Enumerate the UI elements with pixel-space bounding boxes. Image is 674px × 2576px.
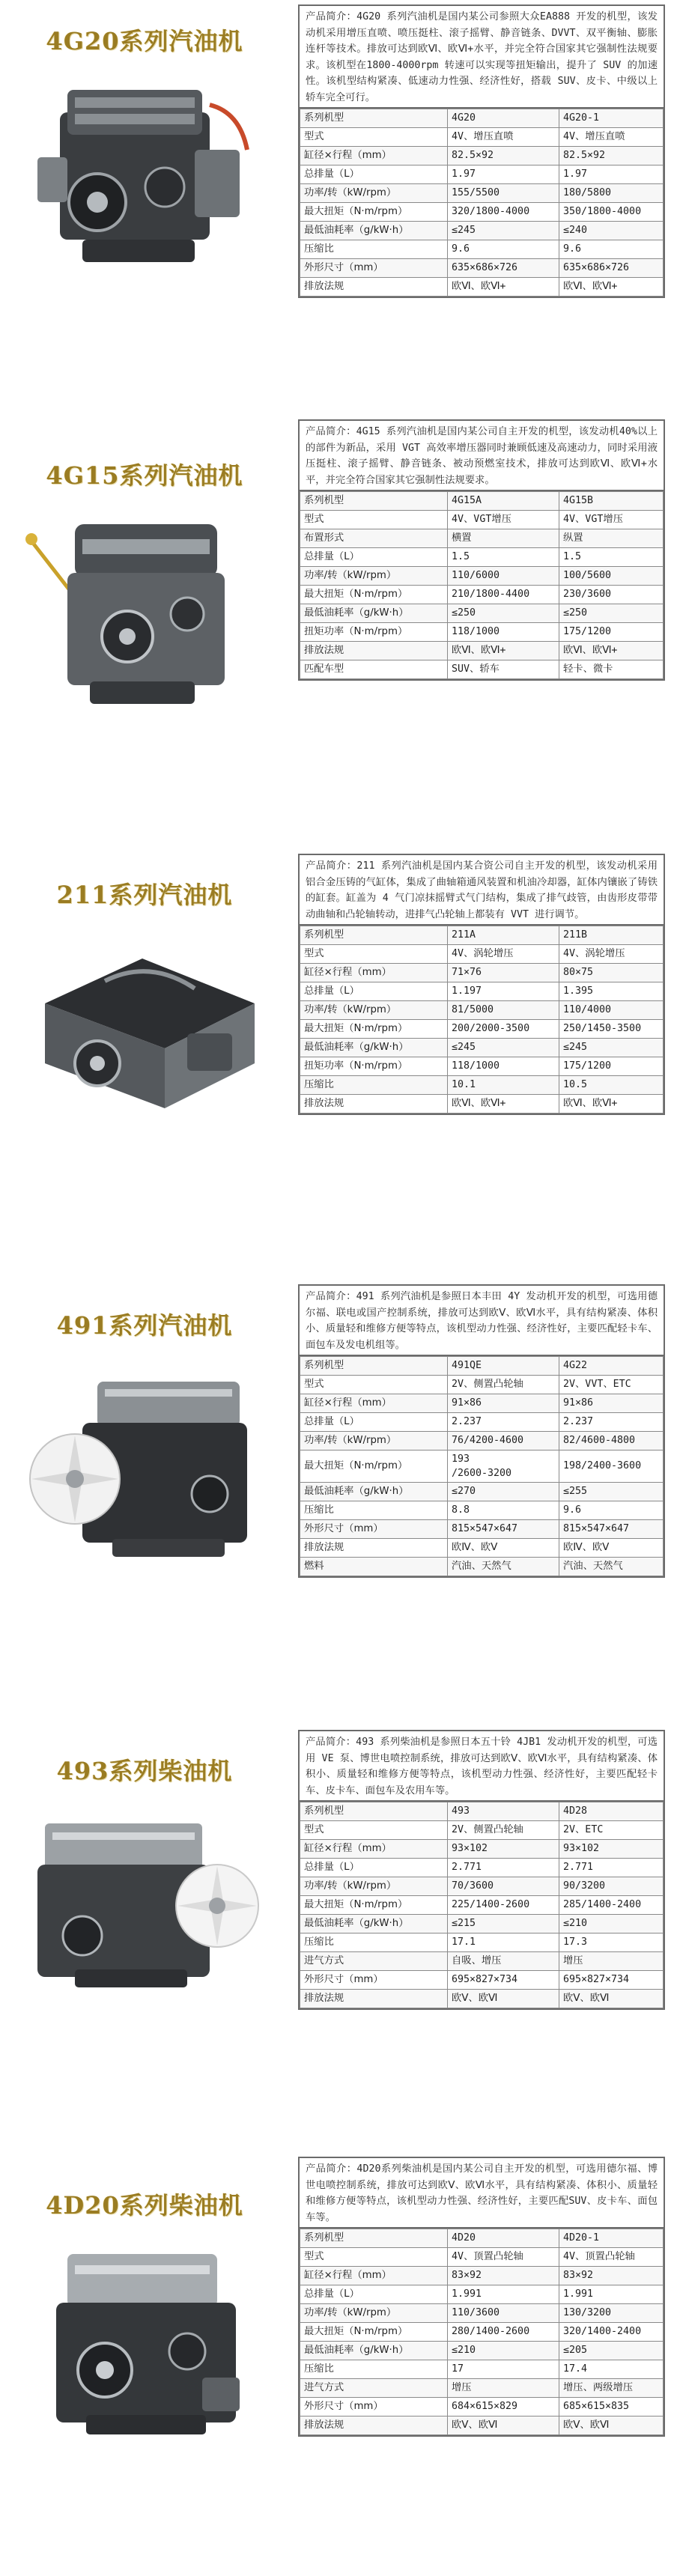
row-label: 型式 (300, 1821, 448, 1840)
cell: 1.5 (448, 548, 559, 567)
header-cell: 4G20 (448, 109, 559, 128)
spec-table (300, 491, 664, 679)
header-cell: 系列机型 (300, 1802, 448, 1821)
cell: 17 (448, 2360, 559, 2379)
row-label: 最低油耗率（g/kW·h） (300, 604, 448, 623)
row-label: 型式 (300, 128, 448, 147)
table-row (300, 1990, 664, 2008)
spec-card (298, 2157, 665, 2437)
row-label: 缸径×行程（mm） (300, 1394, 448, 1413)
header-cell: 211B (559, 926, 664, 945)
table-header-row (300, 1357, 664, 1376)
table-row (300, 1057, 664, 1076)
cell: 欧Ⅵ、欧Ⅵ+ (559, 278, 664, 297)
row-label: 型式 (300, 1376, 448, 1394)
cell: 9.6 (559, 240, 664, 259)
row-label: 排放法规 (300, 278, 448, 297)
cell: 130/3200 (559, 2304, 664, 2323)
row-label: 最大扭矩（N·m/rpm） (300, 2323, 448, 2342)
table-row (300, 1520, 664, 1539)
row-label: 缸径×行程（mm） (300, 2267, 448, 2285)
header-cell: 4D20 (448, 2229, 559, 2248)
table-row (300, 2267, 664, 2285)
cell: 82.5×92 (559, 147, 664, 165)
cell: 汽油、天然气 (559, 1558, 664, 1576)
cell: 175/1200 (559, 623, 664, 642)
cell: 285/1400-2400 (559, 1896, 664, 1915)
cell: 4V、增压直喷 (448, 128, 559, 147)
table-row (300, 982, 664, 1001)
spec-table (300, 2229, 664, 2435)
table-header-row (300, 926, 664, 945)
cell: 2V、侧置凸轮轴 (448, 1821, 559, 1840)
row-label: 缸径×行程（mm） (300, 964, 448, 982)
cell: 欧Ⅳ、欧Ⅴ (559, 1539, 664, 1558)
cell: ≤245 (448, 222, 559, 240)
row-label: 匹配车型 (300, 660, 448, 679)
table-row (300, 529, 664, 548)
engine-image (15, 60, 273, 285)
spec-card (298, 854, 665, 1115)
cell: 91×86 (559, 1394, 664, 1413)
header-cell: 4G20-1 (559, 109, 664, 128)
spec-card (298, 1730, 665, 2010)
cell: ≤250 (559, 604, 664, 623)
cell: 93×102 (559, 1840, 664, 1859)
cell: 欧Ⅵ、欧Ⅵ+ (559, 642, 664, 660)
cell: 82/4600-4800 (559, 1432, 664, 1450)
table-row (300, 1039, 664, 1057)
row-label: 扭矩功率（N·m/rpm） (300, 1057, 448, 1076)
table-row (300, 548, 664, 567)
cell: 71×76 (448, 964, 559, 982)
header-cell: 4G22 (559, 1357, 664, 1376)
cell: ≤240 (559, 222, 664, 240)
cell: 4V、VGT增压 (448, 511, 559, 529)
cell: 635×686×726 (448, 259, 559, 278)
table-row (300, 165, 664, 184)
table-row (300, 222, 664, 240)
table-row (300, 642, 664, 660)
cell: 4V、涡轮增压 (448, 945, 559, 964)
row-label: 总排量（L） (300, 982, 448, 1001)
row-label: 总排量（L） (300, 165, 448, 184)
row-label: 排放法规 (300, 642, 448, 660)
cell: 增压 (448, 2379, 559, 2398)
cell: 轻卡、微卡 (559, 660, 664, 679)
cell: 815×547×647 (559, 1520, 664, 1539)
cell: 193 /2600-3200 (448, 1450, 559, 1483)
row-label: 最大扭矩（N·m/rpm） (300, 1450, 448, 1483)
cell: 17.1 (448, 1933, 559, 1952)
cell: 118/1000 (448, 623, 559, 642)
row-label: 外形尺寸（mm） (300, 1971, 448, 1990)
cell: 2.771 (559, 1859, 664, 1877)
spec-card (298, 4, 665, 298)
table-row (300, 1840, 664, 1859)
engine-image (15, 1352, 273, 1569)
cell: 110/3600 (448, 2304, 559, 2323)
table-row (300, 1933, 664, 1952)
cell: 4V、VGT增压 (559, 511, 664, 529)
row-label: 压缩比 (300, 2360, 448, 2379)
table-row (300, 1501, 664, 1520)
header-cell: 4D20-1 (559, 2229, 664, 2248)
table-row (300, 203, 664, 222)
table-row (300, 1483, 664, 1501)
table-row (300, 1376, 664, 1394)
cell: 4V、顶置凸轮轴 (448, 2248, 559, 2267)
cell: 1.97 (448, 165, 559, 184)
cell: 欧Ⅴ、欧Ⅵ (559, 2416, 664, 2435)
table-row (300, 278, 664, 297)
table-header-row (300, 109, 664, 128)
cell: 91×86 (448, 1394, 559, 1413)
cell: 1.197 (448, 982, 559, 1001)
row-label: 功率/转（kW/rpm） (300, 567, 448, 586)
table-row (300, 1952, 664, 1971)
table-row (300, 945, 664, 964)
header-cell: 491QE (448, 1357, 559, 1376)
cell: 198/2400-3600 (559, 1450, 664, 1483)
product-intro: 产品简介：493 系列柴油机是参照日本五十铃 4JB1 发动机开发的机型，可选用 VE 泵、博世电喷控制系统，排放可达到欧Ⅴ、欧Ⅵ水平，具有结构紧凑、体积小、质量轻和维修方便等特点，该机型动力性强、经济性好，主要匹配轻卡车、皮卡车、面包车及农用车等。 (300, 1731, 664, 1802)
header-cell: 4G15A (448, 492, 559, 511)
cell: 纵置 (559, 529, 664, 548)
cell: 欧Ⅴ、欧Ⅵ (448, 2416, 559, 2435)
cell: 10.1 (448, 1076, 559, 1095)
row-label: 缸径×行程（mm） (300, 1840, 448, 1859)
header-cell: 系列机型 (300, 2229, 448, 2248)
cell: 155/5500 (448, 184, 559, 203)
cell: 695×827×734 (559, 1971, 664, 1990)
cell: 2V、VVT、ETC (559, 1376, 664, 1394)
header-cell: 4D28 (559, 1802, 664, 1821)
cell: 83×92 (448, 2267, 559, 2285)
cell: 280/1400-2600 (448, 2323, 559, 2342)
cell: 欧Ⅴ、欧Ⅵ (559, 1990, 664, 2008)
cell: 9.6 (559, 1501, 664, 1520)
spec-table (300, 926, 664, 1114)
cell: 2.237 (559, 1413, 664, 1432)
spec-table (300, 109, 664, 297)
table-row (300, 1095, 664, 1114)
cell: 8.8 (448, 1501, 559, 1520)
table-row (300, 1971, 664, 1990)
engine-title: 493系列柴油机 (56, 1757, 233, 1785)
cell: 欧Ⅴ、欧Ⅵ (448, 1990, 559, 2008)
cell: 4V、涡轮增压 (559, 945, 664, 964)
table-header-row (300, 2229, 664, 2248)
cell: 180/5800 (559, 184, 664, 203)
product-intro: 产品简介：4D20系列柴油机是国内某公司自主开发的机型，可选用德尔福、博世电喷控制系统，排放可达到欧Ⅴ、欧Ⅵ水平，具有结构紧凑、体积小、质量轻和维修方便等特点，该机型动力性强、经济性好，主要匹配SUV、皮卡车、面包车等。 (300, 2158, 664, 2229)
cell: 1.395 (559, 982, 664, 1001)
row-label: 最大扭矩（N·m/rpm） (300, 1020, 448, 1039)
header-cell: 系列机型 (300, 492, 448, 511)
row-label: 压缩比 (300, 240, 448, 259)
table-row (300, 1859, 664, 1877)
product-intro: 产品简介：211 系列汽油机是国内某合资公司自主开发的机型，该发动机采用铝合金压铸的气缸体，集成了曲轴箱通风装置和机油冷却器，缸体内镶嵌了铸铁的缸套。缸盖为 4 气门凉抹摇臂式气门结构，集成了排气歧管，由齿形皮带带动曲轴和凸轮轴转动，进排气凸轮轴上都装有 VVT 进行调节。 (300, 855, 664, 926)
engine-title: 211系列汽油机 (56, 881, 233, 909)
row-label: 型式 (300, 945, 448, 964)
engine-title: 4G15系列汽油机 (46, 461, 243, 490)
cell: 685×615×835 (559, 2398, 664, 2416)
cell: 90/3200 (559, 1877, 664, 1896)
table-row (300, 240, 664, 259)
cell: 4V、顶置凸轮轴 (559, 2248, 664, 2267)
cell: 10.5 (559, 1076, 664, 1095)
cell: ≤245 (559, 1039, 664, 1057)
header-cell: 系列机型 (300, 926, 448, 945)
row-label: 排放法规 (300, 2416, 448, 2435)
table-row (300, 567, 664, 586)
row-label: 缸径×行程（mm） (300, 147, 448, 165)
header-cell: 4G15B (559, 492, 664, 511)
cell: ≤270 (448, 1483, 559, 1501)
cell: 2.237 (448, 1413, 559, 1432)
cell: 695×827×734 (448, 1971, 559, 1990)
table-row (300, 1558, 664, 1576)
table-header-row (300, 492, 664, 511)
cell: 2V、ETC (559, 1821, 664, 1840)
table-row (300, 259, 664, 278)
table-row (300, 1001, 664, 1020)
engine-title: 491系列汽油机 (56, 1311, 233, 1340)
cell: 350/1800-4000 (559, 203, 664, 222)
cell: 17.4 (559, 2360, 664, 2379)
row-label: 最低油耗率（g/kW·h） (300, 2342, 448, 2360)
row-label: 型式 (300, 511, 448, 529)
cell: 118/1000 (448, 1057, 559, 1076)
header-cell: 211A (448, 926, 559, 945)
row-label: 压缩比 (300, 1501, 448, 1520)
cell: 110/4000 (559, 1001, 664, 1020)
row-label: 最低油耗率（g/kW·h） (300, 1039, 448, 1057)
cell: 93×102 (448, 1840, 559, 1859)
spec-table (300, 1802, 664, 2008)
cell: 225/1400-2600 (448, 1896, 559, 1915)
cell: 增压 (559, 1952, 664, 1971)
table-row (300, 604, 664, 623)
row-label: 外形尺寸（mm） (300, 2398, 448, 2416)
cell: 100/5600 (559, 567, 664, 586)
table-row (300, 660, 664, 679)
cell: 1.5 (559, 548, 664, 567)
spec-card (298, 419, 665, 681)
row-label: 总排量（L） (300, 2285, 448, 2304)
table-row (300, 2248, 664, 2267)
header-cell: 系列机型 (300, 1357, 448, 1376)
table-row (300, 1896, 664, 1915)
table-row (300, 2323, 664, 2342)
cell: 81/5000 (448, 1001, 559, 1020)
row-label: 功率/转（kW/rpm） (300, 184, 448, 203)
engine-title: 4G20系列汽油机 (46, 27, 243, 55)
cell: SUV、轿车 (448, 660, 559, 679)
cell: 17.3 (559, 1933, 664, 1952)
row-label: 燃料 (300, 1558, 448, 1576)
cell: 欧Ⅵ、欧Ⅵ+ (559, 1095, 664, 1114)
cell: 自吸、增压 (448, 1952, 559, 1971)
row-label: 压缩比 (300, 1076, 448, 1095)
engine-image (15, 2228, 273, 2445)
table-row (300, 1432, 664, 1450)
row-label: 扭矩功率（N·m/rpm） (300, 623, 448, 642)
cell: 70/3600 (448, 1877, 559, 1896)
product-intro: 产品简介：4G15 系列汽油机是国内某公司自主开发的机型，该发动机40%以上的部件为新品，采用 VGT 高效率增压器同时兼顾低速及高速动力，同时采用液压挺柱、滚子摇臂、静音链条、被动预燃室技术，排放可达到欧Ⅵ、欧Ⅵ+水平，并完全符合国家其它强制性法规要求。 (300, 421, 664, 491)
engine-image (15, 494, 273, 719)
table-row (300, 2398, 664, 2416)
cell: 200/2000-3500 (448, 1020, 559, 1039)
engine-image (15, 1793, 273, 1996)
table-row (300, 184, 664, 203)
cell: 230/3600 (559, 586, 664, 604)
row-label: 外形尺寸（mm） (300, 259, 448, 278)
cell: 635×686×726 (559, 259, 664, 278)
table-row (300, 2360, 664, 2379)
row-label: 进气方式 (300, 1952, 448, 1971)
spec-card (298, 1284, 665, 1578)
cell: 1.991 (559, 2285, 664, 2304)
row-label: 进气方式 (300, 2379, 448, 2398)
cell: 110/6000 (448, 567, 559, 586)
table-row (300, 1413, 664, 1432)
table-row (300, 1020, 664, 1039)
table-row (300, 511, 664, 529)
cell: 增压、两级增压 (559, 2379, 664, 2398)
row-label: 排放法规 (300, 1990, 448, 2008)
product-intro: 产品简介：4G20 系列汽油机是国内某公司参照大众EA888 开发的机型，该发动机采用增压直喷、喷压挺柱、滚子摇臂、静音链条、DVVT、双平衡轴、膨胀连杆等技术。排放可达到欧Ⅵ、欧Ⅵ+水平，并完全符合国家其它强制性法规要求。该机型在1800-4000rpm 转速可以实现等扭矩输出，提升了 SUV 的加速性。该机型结构紧凑、低速动力性强、经济性好，搭载 SUV、皮卡、中级以上轿车完全可行。 (300, 6, 664, 109)
header-cell: 系列机型 (300, 109, 448, 128)
row-label: 总排量（L） (300, 1413, 448, 1432)
cell: 欧Ⅵ、欧Ⅵ+ (448, 1095, 559, 1114)
table-row (300, 1076, 664, 1095)
row-label: 最低油耗率（g/kW·h） (300, 1915, 448, 1933)
row-label: 排放法规 (300, 1095, 448, 1114)
cell: 9.6 (448, 240, 559, 259)
table-row (300, 1450, 664, 1483)
cell: 684×615×829 (448, 2398, 559, 2416)
cell: 1.97 (559, 165, 664, 184)
row-label: 压缩比 (300, 1933, 448, 1952)
cell: 82.5×92 (448, 147, 559, 165)
cell: 欧Ⅵ、欧Ⅵ+ (448, 642, 559, 660)
row-label: 功率/转（kW/rpm） (300, 1432, 448, 1450)
row-label: 功率/转（kW/rpm） (300, 1001, 448, 1020)
row-label: 最大扭矩（N·m/rpm） (300, 1896, 448, 1915)
engine-image (15, 921, 273, 1131)
cell: 1.991 (448, 2285, 559, 2304)
table-row (300, 2285, 664, 2304)
row-label: 功率/转（kW/rpm） (300, 1877, 448, 1896)
spec-table (300, 1356, 664, 1576)
row-label: 功率/转（kW/rpm） (300, 2304, 448, 2323)
row-label: 外形尺寸（mm） (300, 1520, 448, 1539)
cell: ≤255 (559, 1483, 664, 1501)
row-label: 最大扭矩（N·m/rpm） (300, 586, 448, 604)
cell: 250/1450-3500 (559, 1020, 664, 1039)
table-row (300, 964, 664, 982)
engine-title: 4D20系列柴油机 (46, 2191, 243, 2220)
cell: 2.771 (448, 1859, 559, 1877)
row-label: 最低油耗率（g/kW·h） (300, 1483, 448, 1501)
cell: ≤215 (448, 1915, 559, 1933)
cell: 汽油、天然气 (448, 1558, 559, 1576)
cell: ≤245 (448, 1039, 559, 1057)
table-row (300, 128, 664, 147)
row-label: 布置形式 (300, 529, 448, 548)
cell: 83×92 (559, 2267, 664, 2285)
table-row (300, 2304, 664, 2323)
row-label: 排放法规 (300, 1539, 448, 1558)
header-cell: 493 (448, 1802, 559, 1821)
table-row (300, 1915, 664, 1933)
cell: 815×547×647 (448, 1520, 559, 1539)
cell: ≤210 (448, 2342, 559, 2360)
row-label: 总排量（L） (300, 548, 448, 567)
cell: 2V、侧置凸轮轴 (448, 1376, 559, 1394)
row-label: 型式 (300, 2248, 448, 2267)
table-row (300, 623, 664, 642)
table-row (300, 586, 664, 604)
cell: 80×75 (559, 964, 664, 982)
row-label: 最低油耗率（g/kW·h） (300, 222, 448, 240)
cell: 欧Ⅳ、欧Ⅴ (448, 1539, 559, 1558)
product-intro: 产品简介：491 系列汽油机是参照日本丰田 4Y 发动机开发的机型，可选用德尔福、联电或国产控制系统，排放可达到欧Ⅴ、欧Ⅵ水平，具有结构紧凑、体积小、质量轻和维修方便等特点，该机型动力性强、经济性好，主要匹配轻卡车、面包车及发电机组等。 (300, 1286, 664, 1356)
cell: 320/1800-4000 (448, 203, 559, 222)
cell: ≤210 (559, 1915, 664, 1933)
cell: 76/4200-4600 (448, 1432, 559, 1450)
table-row (300, 1877, 664, 1896)
cell: ≤250 (448, 604, 559, 623)
cell: 欧Ⅵ、欧Ⅵ+ (448, 278, 559, 297)
row-label: 最大扭矩（N·m/rpm） (300, 203, 448, 222)
cell: 175/1200 (559, 1057, 664, 1076)
table-header-row (300, 1802, 664, 1821)
table-row (300, 2379, 664, 2398)
table-row (300, 1821, 664, 1840)
table-row (300, 147, 664, 165)
cell: ≤205 (559, 2342, 664, 2360)
cell: 横置 (448, 529, 559, 548)
table-row (300, 2342, 664, 2360)
cell: 210/1800-4400 (448, 586, 559, 604)
table-row (300, 2416, 664, 2435)
row-label: 总排量（L） (300, 1859, 448, 1877)
table-row (300, 1394, 664, 1413)
table-row (300, 1539, 664, 1558)
cell: 320/1400-2400 (559, 2323, 664, 2342)
cell: 4V、增压直喷 (559, 128, 664, 147)
